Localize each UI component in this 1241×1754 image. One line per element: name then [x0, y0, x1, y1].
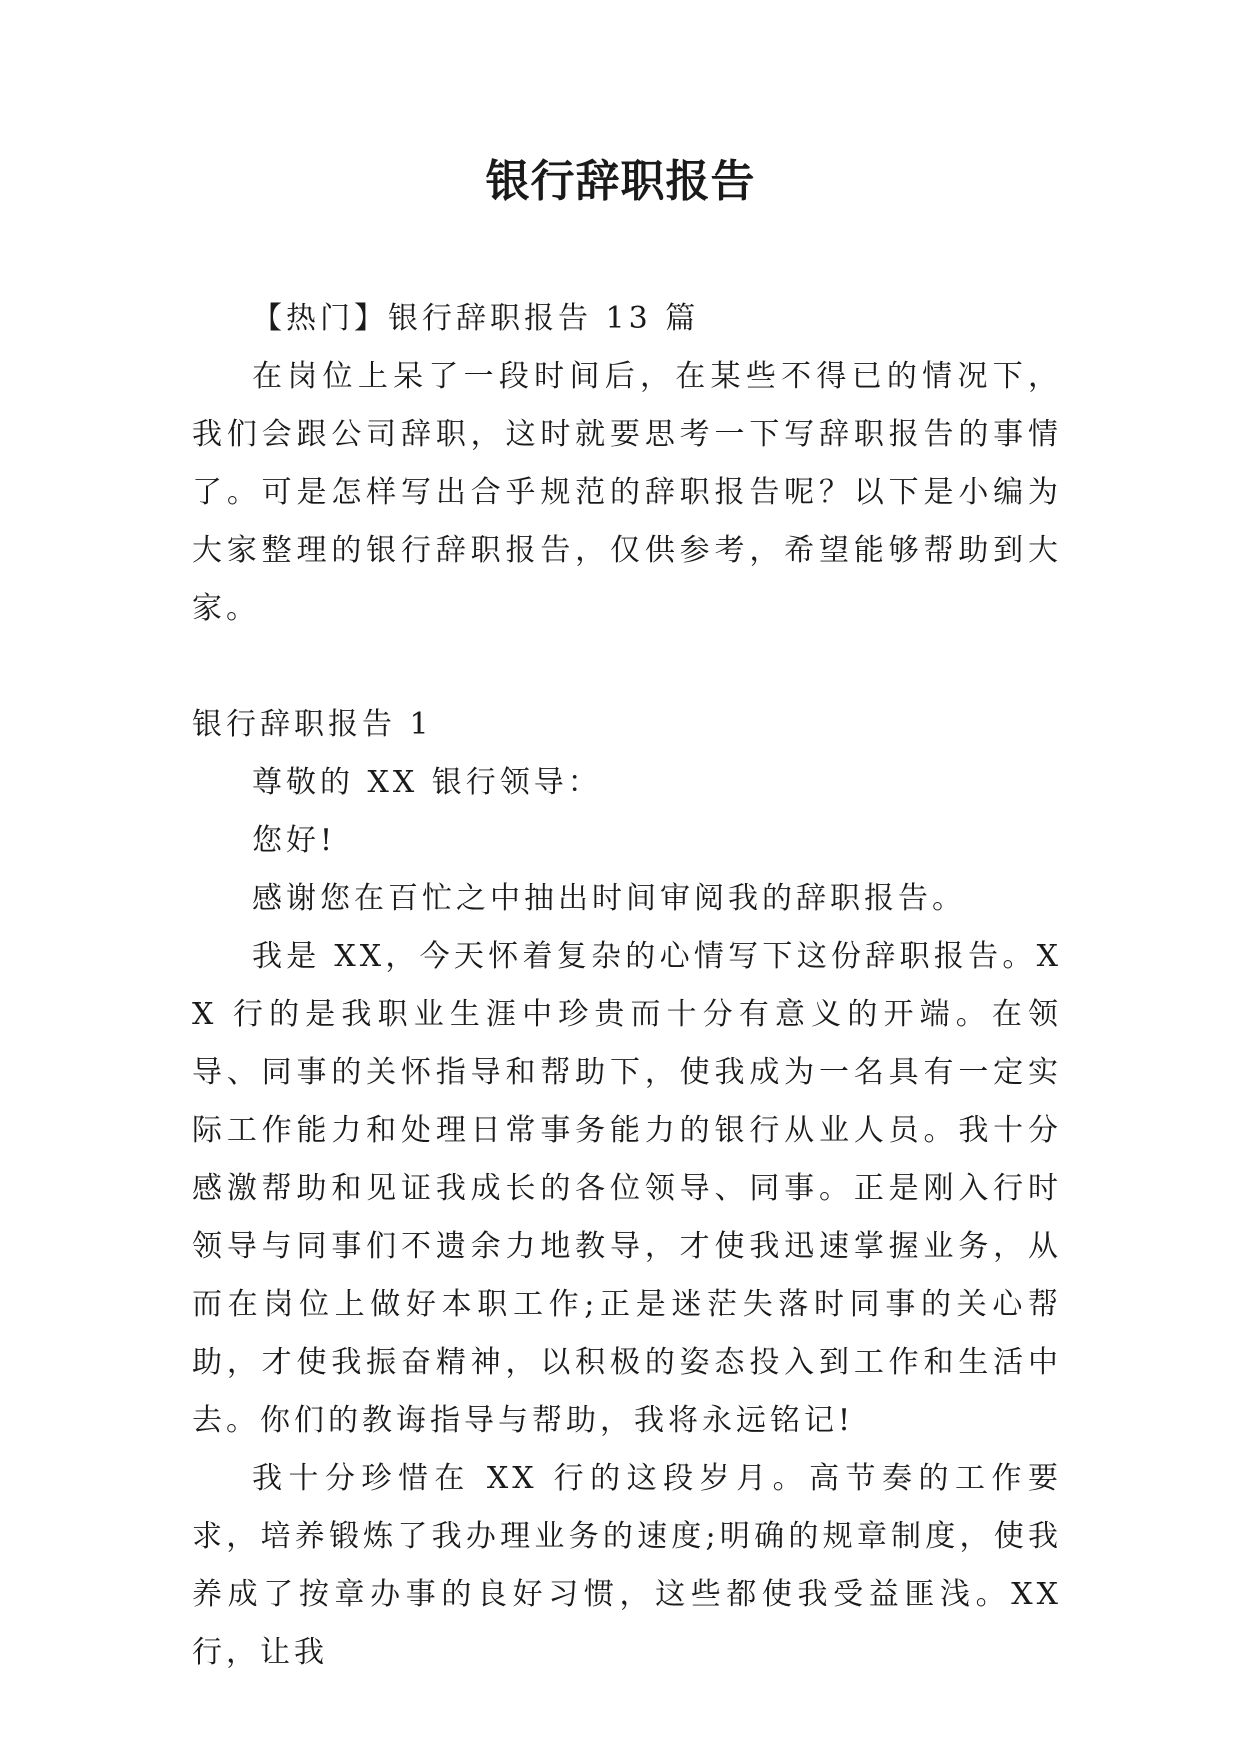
- document-title: 银行辞职报告: [485, 156, 756, 207]
- body-paragraph: 感谢您在百忙之中抽出时间审阅我的辞职报告。: [252, 881, 966, 916]
- body-paragraph: 我是 XX，今天怀着复杂的心情写下这份辞职报告。XX 行的是我职业生涯中珍贵而十分有意义的开端。在领导、同事的关怀指导和帮助下，使我成为一名具有一定实际工作能力和处理日常事务能力的银行从业人员。我十分感激帮助和见证我成长的各位领导、同事。正是刚入行时领导与同事们不遗余力地教导，才使我迅速掌握业务，从而在岗位上做好本职工作;正是迷茫失落时同事的关心帮助，才使我振奋精神，以积极的姿态投入到工作和生活中去。你们的教诲指导与帮助，我将永远铭记!: [192, 939, 1062, 1438]
- document-body: [192, 290, 1062, 1682]
- body-paragraph: 我十分珍惜在 XX 行的这段岁月。高节奏的工作要求，培养锻炼了我办理业务的速度;明确的规章制度，使我养成了按章办事的良好习惯，这些都使我受益匪浅。XX 行，让我: [192, 1461, 1062, 1670]
- blank-line: [192, 638, 1062, 696]
- salutation-line: 尊敬的 XX 银行领导：: [252, 765, 602, 800]
- intro-paragraph: 在岗位上呆了一段时间后，在某些不得已的情况下，我们会跟公司辞职，这时就要思考一下写辞职报告的事情了。可是怎样写出合乎规范的辞职报告呢？以下是小编为大家整理的银行辞职报告，仅供参考，希望能够帮助到大家。: [192, 359, 1062, 626]
- greeting-line: 您好!: [252, 823, 337, 858]
- section-heading: 银行辞职报告 1: [192, 707, 433, 742]
- subtitle-line: 【热门】银行辞职报告 13 篇: [252, 301, 700, 336]
